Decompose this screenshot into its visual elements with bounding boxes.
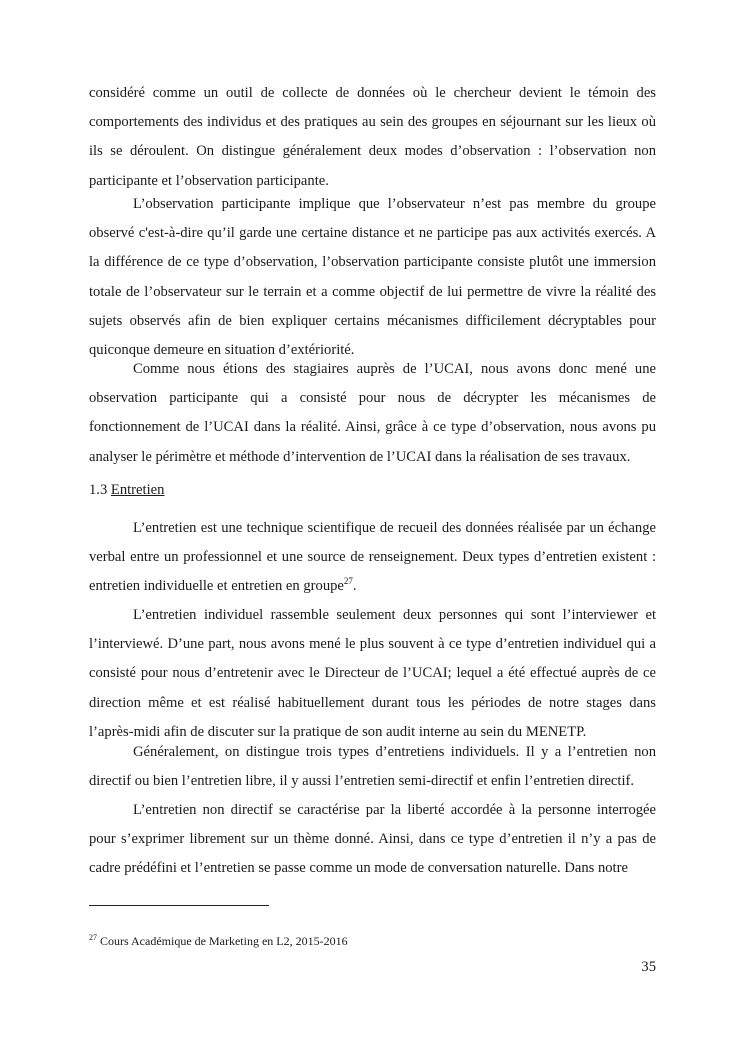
- footnote: [89, 933, 348, 949]
- paragraph-body: L’entretien est une technique scientifique de recueil des données réalisée par un échange verbal entre un professionnel et une source de renseignement. Deux types d’entretien existent : entretien individuelle et entretien en groupe: [89, 520, 656, 595]
- footnote-reference[interactable]: 27: [343, 576, 353, 587]
- footnote-text: Cours Académique de Marketing en L2, 2015-2016: [100, 934, 348, 948]
- paragraph-text: considéré comme un outil de collecte de données où le chercheur devient le témoin des comportements des individus et des pratiques au sein des groupes en séjournant sur les lieux où ils se déroulent. On distingue généralement deux modes d’observation : l’observation non participante et l’observation participante.: [89, 85, 656, 189]
- footnote-divider: [89, 905, 269, 906]
- paragraph-end: .: [352, 578, 357, 595]
- paragraph-text: Comme nous étions des stagiaires auprès de l’UCAI, nous avons donc mené une observation participante qui a consisté pour nous de décrypter les mécanismes de fonctionnement de l’UCAI dans la réalité. Ainsi, grâce à ce type d’observation, nous avons pu analyser le périmètre et méthode d’intervention de l’UCAI dans la réalisation de ses travaux.: [89, 361, 656, 465]
- paragraph-interview-definition: [89, 514, 656, 602]
- paragraph-observation-definition: [89, 79, 656, 196]
- paragraph-text: L’entretien individuel rassemble seulement deux personnes qui sont l’interviewer et l’interviewé. D’une part, nous avons mené le plus souvent à ce type d’entretien individuel qui a consisté pour nous d’entretenir avec le Directeur de l’UCAI; lequel a été effectué auprès de ce direction même et est réalisé habituellement durant tous les périodes de notre stages dans l’après-midi afin de discuter sur la pratique de son audit interne au sein du MENETP.: [89, 607, 656, 740]
- section-number: 1.3: [89, 482, 108, 498]
- paragraph-text: L’observation participante implique que l’observateur n’est pas membre du groupe observé c'est-à-dire qu’il garde une certaine distance et ne participe pas aux activités exercés. A la différence de ce type d’observation, l’observation participante consiste plutôt une immersion totale de l’observateur sur le terrain et a comme objectif de lui permettre de vivre la réalité des sujets observés afin de bien expliquer certains mécanismes difficilement décryptables pour quiconque demeure en situation d’extériorité.: [89, 196, 656, 359]
- paragraph-text: [89, 514, 656, 602]
- paragraph-interview-types: [89, 738, 656, 796]
- paragraph-participant-observation: [89, 190, 656, 365]
- section-title: Entretien: [110, 482, 165, 498]
- paragraph-individual-interview: [89, 601, 656, 747]
- section-heading: [89, 478, 164, 502]
- page-number: 35: [641, 959, 656, 975]
- paragraph-text: L’entretien non directif se caractérise par la liberté accordée à la personne interrogée pour s’exprimer librement sur un thème donné. Ainsi, dans ce type d’entretien il n’y a pas de cadre prédéfini et l’entretien se passe comme un mode de conversation naturelle. Dans notre: [89, 802, 656, 877]
- paragraph-internship-observation: [89, 355, 656, 472]
- paragraph-text: Généralement, on distingue trois types d’entretiens individuels. Il y a l’entretien non directif ou bien l’entretien libre, il y aussi l’entretien semi-directif et enfin l’entretien directif.: [89, 744, 656, 790]
- footnote-marker: 27: [89, 933, 97, 942]
- paragraph-non-directive-interview: [89, 796, 656, 884]
